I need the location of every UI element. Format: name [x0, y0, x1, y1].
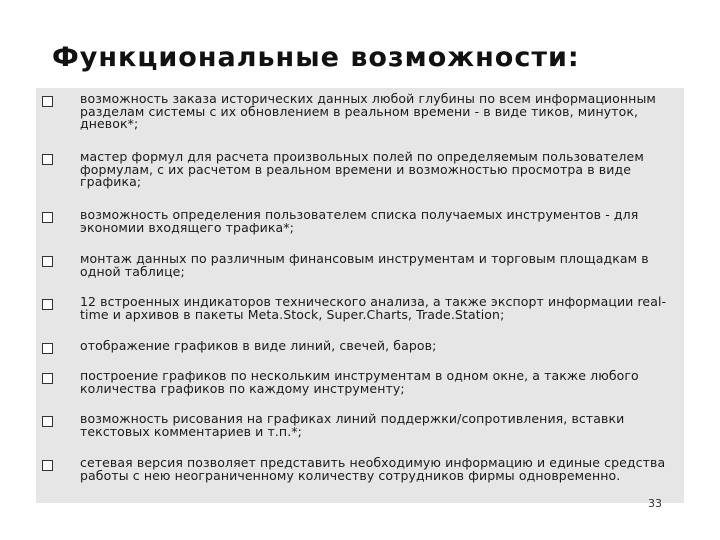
list-item-text: возможность заказа исторических данных любой глубины по всем информационным разделам системы с их обновлением в реальном времени - в виде тиков, минуток, дневок*;	[80, 91, 656, 131]
checkbox-bullet-icon	[42, 154, 53, 165]
checkbox-bullet-icon	[42, 299, 53, 310]
page-number: 33	[648, 497, 662, 510]
checkbox-bullet-icon	[42, 212, 53, 223]
list-item-text: отображение графиков в виде линий, свечей, баров;	[80, 338, 437, 353]
checkbox-bullet-icon	[42, 460, 53, 471]
checkbox-bullet-icon	[42, 343, 53, 354]
list-item-text: сетевая версия позволяет представить необходимую информацию и единые средства работы с нею неограниченному количеству сотрудников фирмы одновременно.	[80, 455, 666, 483]
list-item-text: возможность определения пользователем списка получаемых инструментов - для экономии входящего трафика*;	[80, 207, 639, 235]
list-item-text: монтаж данных по различным финансовым инструментам и торговым площадкам в одной таблице;	[80, 251, 649, 279]
list-item-text: мастер формул для расчета произвольных полей по определяемым пользователем формулам, с их расчетом в реальном времени и возможностью просмотра в виде графика;	[80, 149, 644, 189]
list-item-text: возможность рисования на графиках линий поддержки/сопротивления, вставки текстовых комментариев и т.п.*;	[80, 411, 625, 439]
checkbox-bullet-icon	[42, 373, 53, 384]
checkbox-bullet-icon	[42, 416, 53, 427]
checkbox-bullet-icon	[42, 256, 53, 267]
list-item-text: 12 встроенных индикаторов технического анализа, а также экспорт информации real-time и архивов в пакеты Meta.Stock, Super.Charts, Trade.Station;	[80, 294, 667, 322]
list-item-text: построение графиков по нескольким инструментам в одном окне, а также любого количества графиков по каждому инструменту;	[80, 368, 639, 396]
checkbox-bullet-icon	[42, 96, 53, 107]
page-title: Функциональные возможности:	[52, 42, 580, 73]
